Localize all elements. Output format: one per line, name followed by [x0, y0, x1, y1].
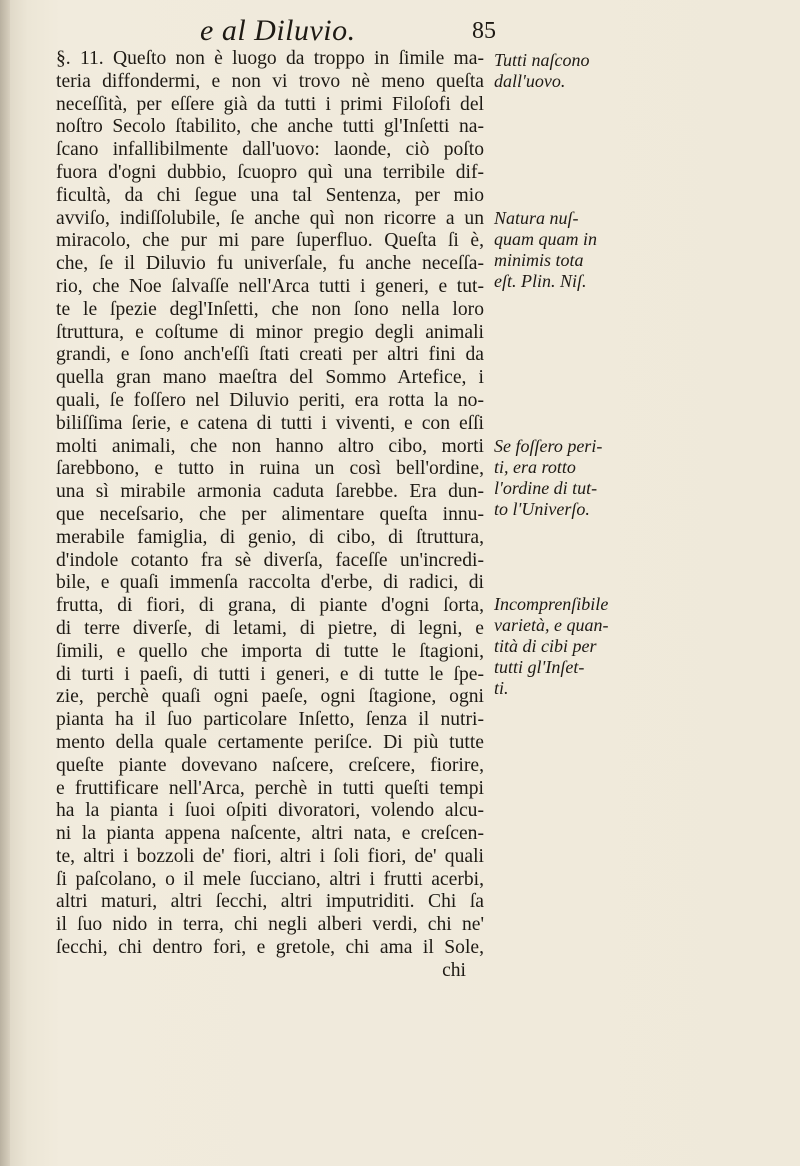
text-line: mento della quale certamente periſce. Di più tutte — [56, 731, 484, 753]
margin-note-line: tutti gl'Inſet- — [494, 657, 585, 677]
text-line: te, altri i bozzoli de' fiori, altri i ſoli fiori, de' quali — [56, 845, 484, 867]
margin-note-line: minimis tota — [494, 250, 584, 270]
margin-note-line: Natura nuſ- — [494, 208, 579, 228]
page-binding-edge — [0, 0, 10, 1166]
text-line: ſi paſcolano, o il mele ſucciano, altri i frutti acerbi, — [56, 868, 484, 890]
text-line: di turti i paeſi, di tutti i generi, e di tutte le ſpe- — [56, 663, 484, 685]
text-line: ficultà, da chi ſegue una tal Sentenza, per mio — [56, 184, 484, 206]
text-line: §. 11. Queſto non è luogo da troppo in ſimile ma- — [56, 48, 484, 69]
text-line: frutta, di fiori, di grana, di piante d'ogni ſorta, — [56, 595, 484, 617]
text-line: ha la pianta i ſuoi oſpiti divoratori, volendo alcu- — [56, 800, 484, 822]
text-line: grandi, e ſono anch'eſſi ſtati creati per altri fini da — [56, 344, 484, 366]
text-line: molti animali, che non hanno altro cibo, morti — [56, 435, 484, 457]
margin-note-line: ti, era rotto — [494, 457, 576, 477]
main-text-block — [56, 48, 484, 983]
margin-note-line: ti. — [494, 678, 509, 698]
text-line: il ſuo nido in terra, chi negli alberi verdi, chi ne' — [56, 914, 484, 936]
text-line: altri maturi, altri ſecchi, altri imputriditi. Chi ſa — [56, 891, 484, 913]
text-line: di terre diverſe, di letami, di pietre, di legni, e — [56, 617, 484, 639]
text-line: e fruttificare nell'Arca, perchè in tutti queſti tempi — [56, 777, 484, 799]
margin-note-3 — [494, 436, 626, 520]
margin-note-line: Se foſſero peri- — [494, 436, 603, 456]
text-line: merabile famiglia, di genio, di cibo, di ſtruttura, — [56, 526, 484, 548]
text-line: ſtruttura, e coſtume di minor pregio degli animali — [56, 321, 484, 343]
text-line: ſcano infallibilmente dall'uovo: laonde, ciò poſto — [56, 139, 484, 161]
text-line: avviſo, indiſſolubile, ſe anche quì non ricorre a un — [56, 207, 484, 229]
text-line: queſte piante dovevano naſcere, creſcere, fiorire, — [56, 754, 484, 776]
text-line: bile, e quaſi immenſa raccolta d'erbe, di radici, di — [56, 572, 484, 594]
margin-note-line: dall'uovo. — [494, 71, 566, 91]
margin-note-2 — [494, 208, 626, 292]
text-line: d'indole cotanto fra sè diverſa, faceſſe un'incredi- — [56, 549, 484, 571]
text-line: che, ſe il Diluvio fu univerſale, fu anche neceſſa- — [56, 253, 484, 275]
margin-note-4 — [494, 594, 626, 699]
text-line: ſarebbono, e tutto in ruina un così bell'ordine, — [56, 458, 484, 480]
margin-note-line: l'ordine di tut- — [494, 478, 598, 498]
margin-note-line: to l'Univerſo. — [494, 499, 590, 519]
page-header — [0, 12, 800, 46]
text-line: una sì mirabile armonia caduta ſarebbe. Era dun- — [56, 481, 484, 503]
text-line: te le ſpezie degl'Inſetti, che non ſono nella loro — [56, 298, 484, 320]
margin-note-line: eſt. Plin. Niſ. — [494, 271, 587, 291]
text-line: quali, ſe foſſero nel Diluvio periti, era rotta la no- — [56, 389, 484, 411]
margin-note-line: tità di cibi per — [494, 636, 597, 656]
margin-note-line: Tutti naſcono — [494, 50, 590, 70]
catchword: chi — [442, 959, 466, 981]
text-line: miracolo, che pur mi pare ſuperfluo. Queſta ſi è, — [56, 230, 484, 252]
text-line: zie, perchè quaſi ogni paeſe, ogni ſtagione, ogni — [56, 686, 484, 708]
text-line: teria diffondermi, e non vi trovo nè meno queſta — [56, 70, 484, 92]
margin-note-line: Incomprenſibile — [494, 594, 609, 614]
text-line: biliſſima ſerie, e catena di tutti i viventi, e con eſſi — [56, 412, 484, 434]
margin-note-line: varietà, e quan- — [494, 615, 609, 635]
text-line: fuora d'ogni dubbio, ſcuopro quì una terribile dif- — [56, 161, 484, 183]
text-line: ſimili, e quello che importa di tutte le ſtagioni, — [56, 640, 484, 662]
page-number: 85 — [472, 18, 496, 44]
text-line: quella gran mano maeſtra del Sommo Artefice, i — [56, 367, 484, 389]
text-line: que neceſsario, che per alimentare queſta innu- — [56, 503, 484, 525]
text-line: ni la pianta appena naſcente, altri nata, e creſcen- — [56, 823, 484, 845]
text-line: rio, che Noe ſalvaſſe nell'Arca tutti i generi, e tut- — [56, 275, 484, 297]
text-line: noſtro Secolo ſtabilito, che anche tutti gl'Inſetti na- — [56, 116, 484, 138]
text-line: pianta ha il ſuo particolare Inſetto, ſenza il nutri- — [56, 709, 484, 731]
text-line: ſecchi, chi dentro fori, e gretole, chi ama il Sole, — [56, 937, 484, 959]
running-title: e al Diluvio. — [200, 14, 356, 47]
margin-note-line: quam quam in — [494, 229, 597, 249]
text-line: neceſſità, per eſſere già da tutti i primi Filoſofi del — [56, 93, 484, 115]
margin-note-1 — [494, 50, 626, 92]
